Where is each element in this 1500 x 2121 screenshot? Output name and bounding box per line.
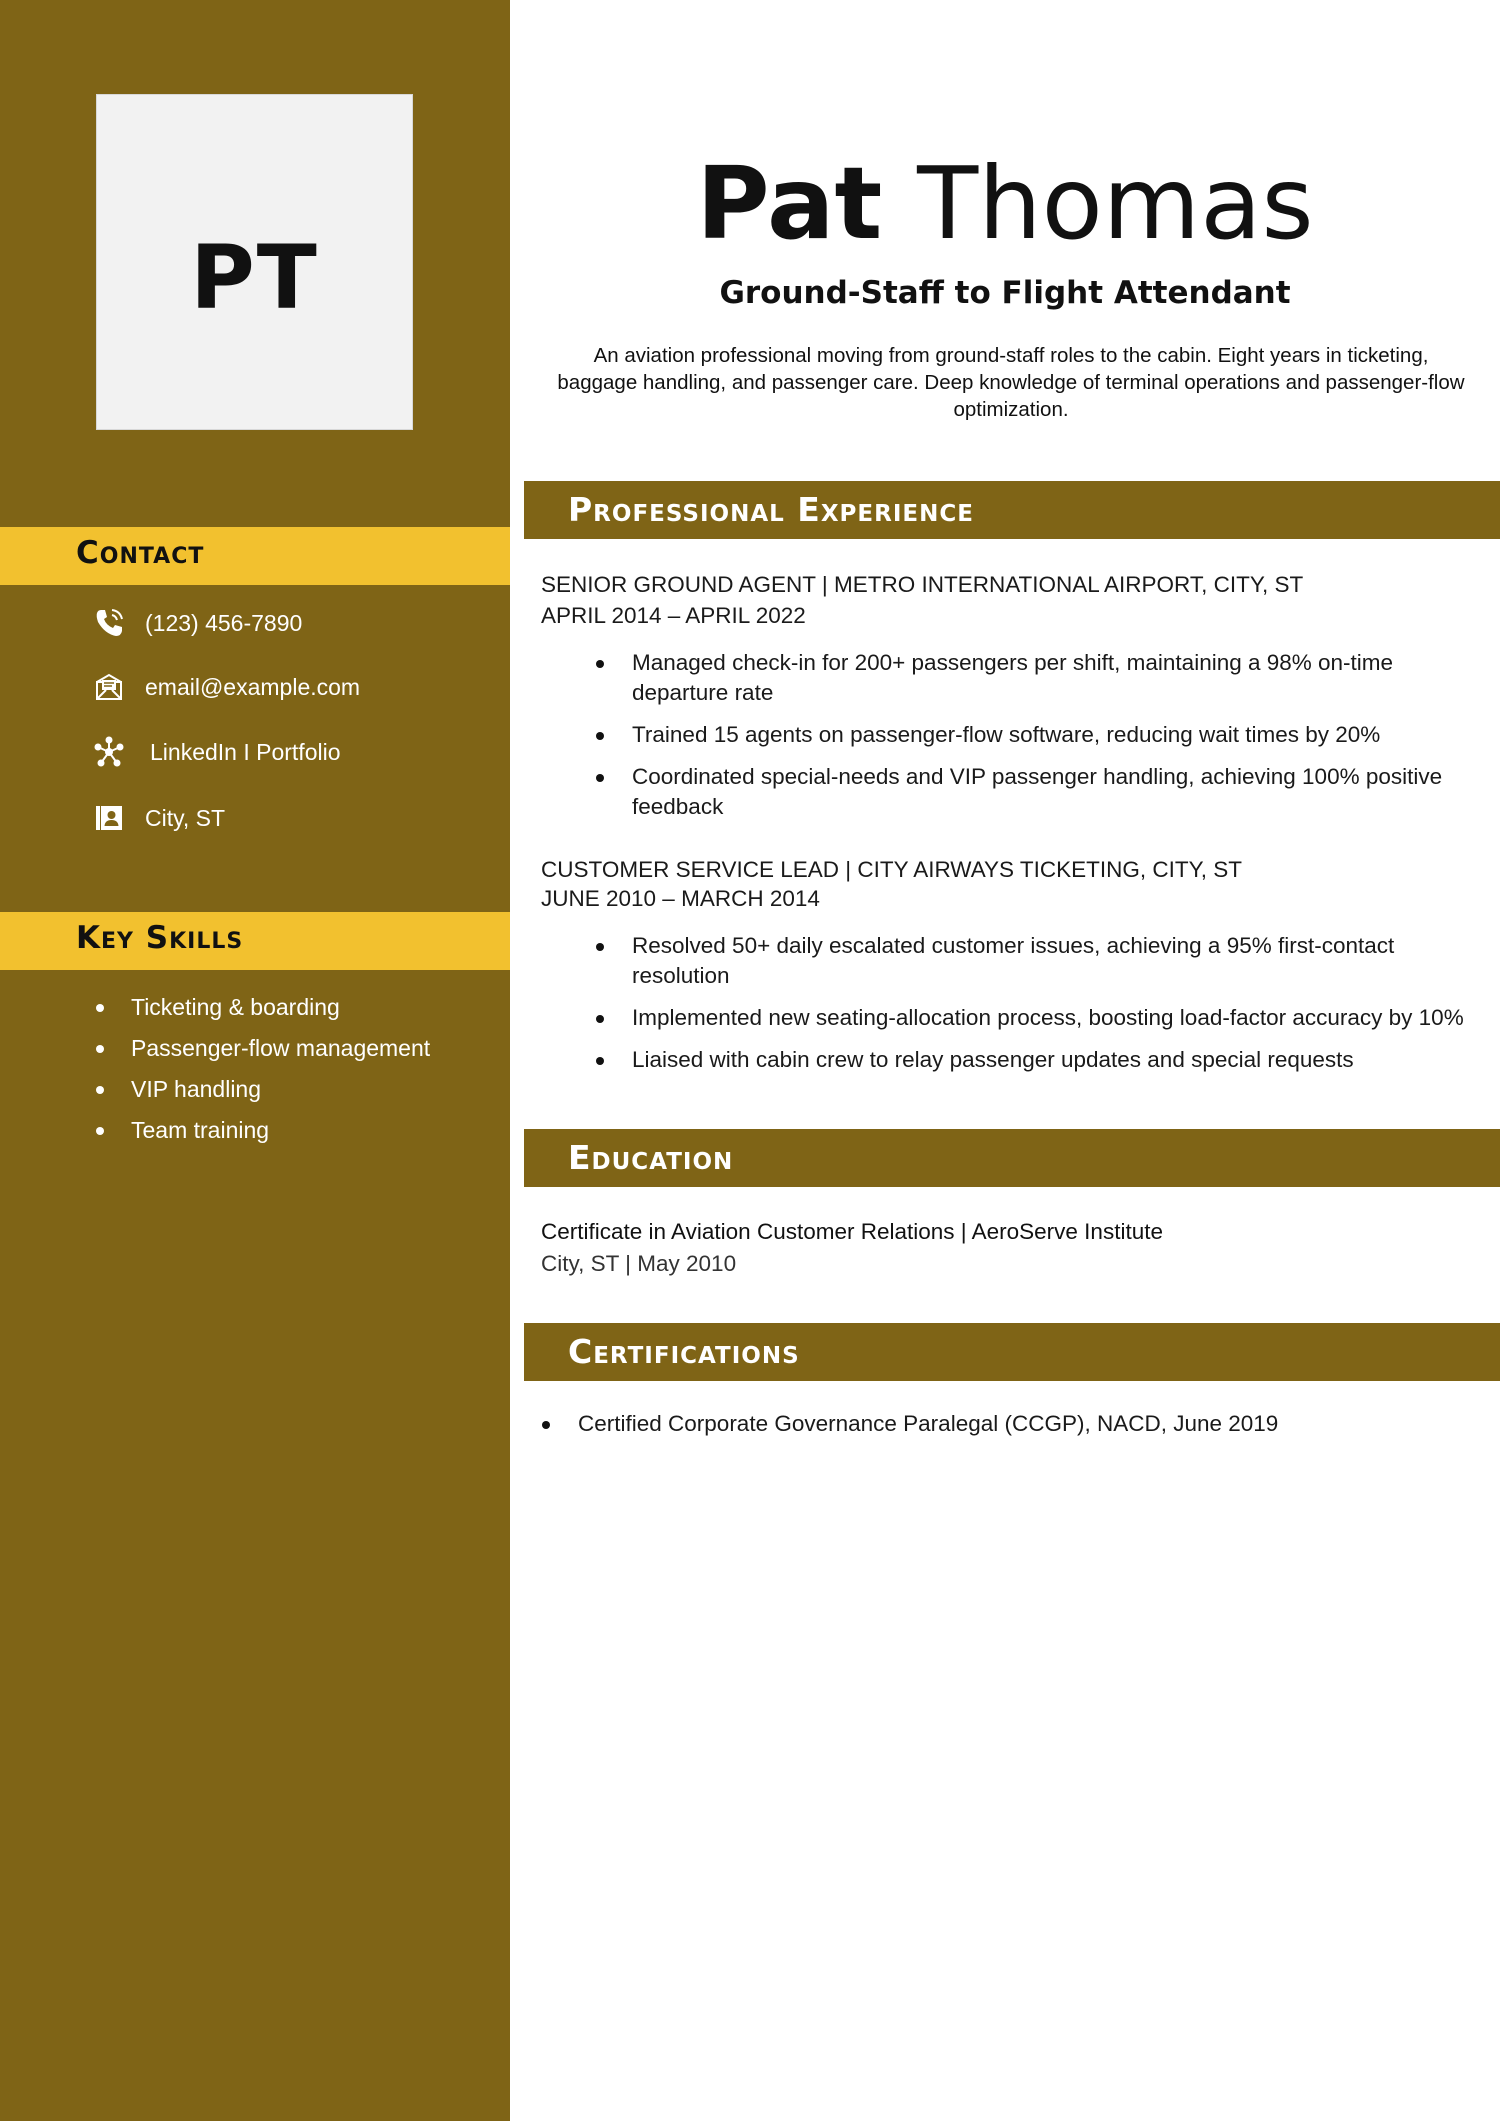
job-dates: APRIL 2014 – APRIL 2022 <box>541 603 806 628</box>
certifications-section-header <box>524 1323 1500 1381</box>
email-text: email@example.com <box>145 673 361 700</box>
job-bullet: Coordinated special-needs and VIP passenger handling, achieving 100% positive feedback <box>594 762 1474 822</box>
monogram-box <box>96 94 413 430</box>
envelope-icon <box>92 670 126 704</box>
job-bullet: Trained 15 agents on passenger-flow software, reducing wait times by 20% <box>594 720 1474 750</box>
contact-email[interactable] <box>92 667 360 707</box>
experience-title: Professional Experience <box>568 490 974 529</box>
links-text: LinkedIn I Portfolio <box>150 738 341 765</box>
contact-card-icon <box>92 801 126 835</box>
summary: An aviation professional moving from ground-staff roles to the cabin. Eight years in ticketing, baggage handling, and passenger care. Deep knowledge of terminal operations and passenger-flow optimization. <box>557 344 1465 421</box>
job-bullet: Managed check-in for 200+ passengers per shift, maintaining a 98% on-time departure rate <box>594 648 1474 708</box>
certification-item: Certified Corporate Governance Paralegal (CCGP), NACD, June 2019 <box>540 1409 1420 1439</box>
job-heading: CUSTOMER SERVICE LEAD | CITY AIRWAYS TICKETING, CITY, ST <box>541 857 1243 882</box>
skills-list <box>92 987 430 1151</box>
job-bullets <box>594 931 1474 1087</box>
phone-text: (123) 456-7890 <box>145 609 303 636</box>
contact-location <box>92 798 225 838</box>
skill-item: Team training <box>92 1110 430 1151</box>
job-bullet: Resolved 50+ daily escalated customer issues, achieving a 95% first-contact resolution <box>594 931 1474 991</box>
job-bullet: Liaised with cabin crew to relay passenger updates and special requests <box>594 1045 1474 1075</box>
monogram: PT <box>190 225 319 329</box>
sidebar <box>0 0 510 2121</box>
contact-section-header <box>0 527 510 585</box>
full-name <box>510 144 1500 264</box>
education-degree: Certificate in Aviation Customer Relations | AeroServe Institute <box>541 1219 1163 1244</box>
last-name: Thomas <box>917 145 1314 262</box>
job-title: Ground-Staff to Flight Attendant <box>719 275 1291 311</box>
education-title: Education <box>568 1138 734 1177</box>
certifications-title: Certifications <box>568 1332 800 1371</box>
contact-title: Contact <box>76 535 205 571</box>
first-name: Pat <box>696 145 883 262</box>
phone-icon <box>92 606 126 640</box>
network-icon <box>92 735 126 769</box>
experience-section-header <box>524 481 1500 539</box>
job-dates: JUNE 2010 – MARCH 2014 <box>541 886 820 911</box>
contact-phone[interactable] <box>92 603 302 643</box>
education-section-header <box>524 1129 1500 1187</box>
contact-links[interactable] <box>92 732 341 772</box>
skills-title: Key Skills <box>76 920 244 956</box>
skill-item: VIP handling <box>92 1069 430 1110</box>
skills-section-header <box>0 912 510 970</box>
certifications-list <box>540 1409 1420 1451</box>
job-bullets <box>594 648 1474 834</box>
job-heading: SENIOR GROUND AGENT | METRO INTERNATIONAL AIRPORT, CITY, ST <box>541 572 1304 597</box>
job-bullet: Implemented new seating-allocation process, boosting load-factor accuracy by 10% <box>594 1003 1474 1033</box>
skill-item: Ticketing & boarding <box>92 987 430 1028</box>
education-details: City, ST | May 2010 <box>541 1251 737 1276</box>
location-text: City, ST <box>145 804 226 831</box>
skill-item: Passenger-flow management <box>92 1028 430 1069</box>
